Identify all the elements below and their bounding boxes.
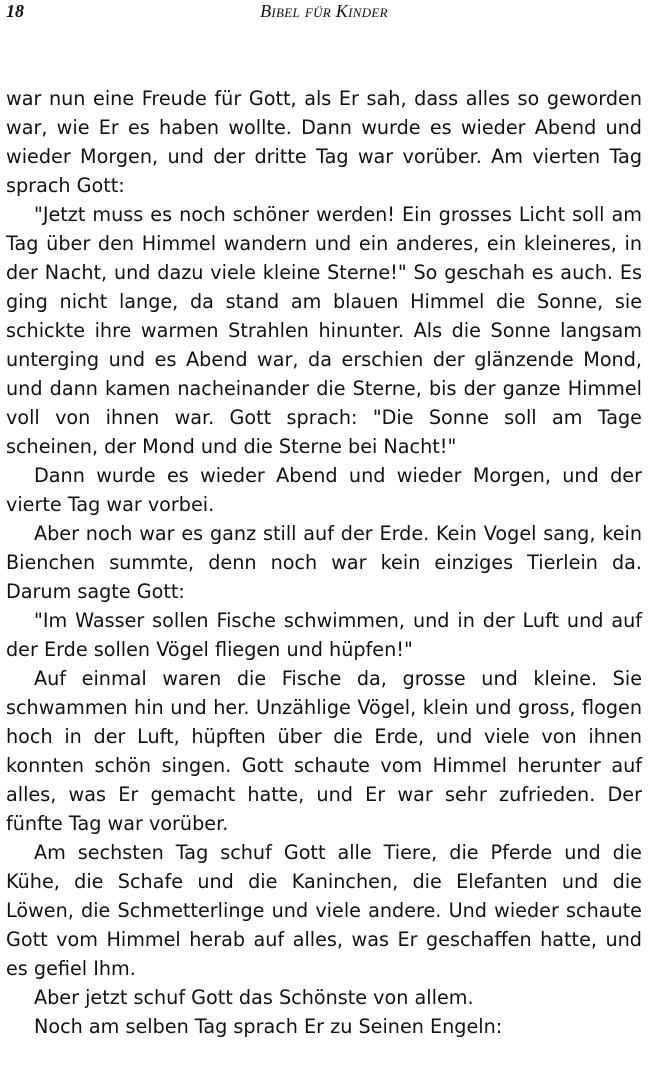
paragraph: Dann wurde es wieder Abend und wieder Morgen, und der vierte Tag war vorbei. (6, 464, 642, 516)
paragraph: Noch am selben Tag sprach Er zu Seinen Engeln: (34, 1015, 503, 1038)
paragraph: Auf einmal waren die Fische da, grosse und kleine. Sie schwammen hin und her. Unzählige Vögel, klein und gross, flogen hoch in der Luft, hüpften über die Erde, und viele von ihnen konnten schön singen. Gott schaute vom Himmel herunter auf alles, was Er gemacht hatte, und Er war sehr zufrieden. Der fünfte Tag war vorüber. (6, 667, 642, 835)
paragraph: Aber noch war es ganz still auf der Erde. Kein Vogel sang, kein Bienchen summte, denn noch war kein einziges Tierlein da. Darum sagte Gott: (6, 522, 642, 603)
page-number: 18 (6, 1, 24, 21)
body-text (6, 84, 642, 1041)
paragraph: "Im Wasser sollen Fische schwimmen, und in der Luft und auf der Erde sollen Vögel fliegen und hüpfen!" (6, 609, 642, 661)
paragraph: Aber jetzt schuf Gott das Schönste von allem. (34, 986, 474, 1009)
running-head (0, 0, 648, 24)
paragraph-continued: war nun eine Freude für Gott, als Er sah, dass alles so geworden war, wie Er es haben wollte. Dann wurde es wieder Abend und wieder Morgen, und der dritte Tag war vorüber. Am vierten Tag sprach Gott: (6, 87, 642, 197)
paragraph: Am sechsten Tag schuf Gott alle Tiere, die Pferde und die Kühe, die Schafe und die Kaninchen, die Elefanten und die Löwen, die Schmetterlinge und viele andere. Und wieder schaute Gott vom Himmel herab auf alles, was Er geschaffen hatte, und es gefiel Ihm. (6, 841, 642, 980)
paragraph: "Jetzt muss es noch schöner werden! Ein grosses Licht soll am Tag über den Himmel wandern und ein anderes, ein kleineres, in der Nacht, und dazu viele kleine Sterne!" So geschah es auch. Es ging nicht lange, da stand am blauen Himmel die Sonne, sie schickte ihre warmen Strahlen hinunter. Als die Sonne langsam unterging und es Abend war, da erschien der glänzende Mond, und dann kamen nacheinander die Sterne, bis der ganze Himmel voll von ihnen war. Gott sprach: "Die Sonne soll am Tage scheinen, der Mond und die Sterne bei Nacht!" (6, 203, 642, 458)
book-title: Bibel für Kinder (260, 1, 388, 21)
